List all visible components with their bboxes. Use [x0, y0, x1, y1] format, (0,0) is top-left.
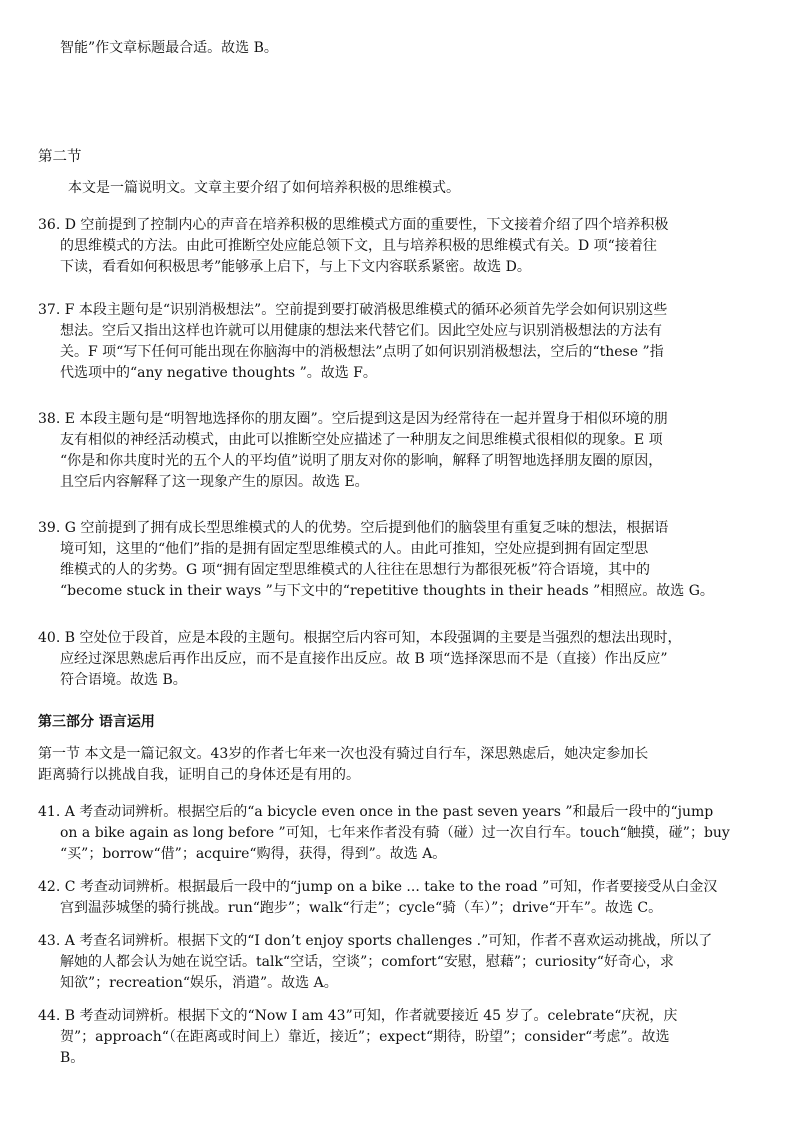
answer-43-line: 解她的人都会认为她在说空话。talk“空话，空谈”；comfort“安慰，慰藉”；curiosity“好奇心，求	[60, 954, 674, 970]
section-summary	[38, 178, 760, 199]
answer-37-line: 代选项中的“any negative thoughts ”。故选 F。	[60, 365, 377, 381]
answer-36-line: 下读，看看如何积极思考”能够承上启下，与上下文内容联系紧密。故选 D。	[60, 259, 531, 275]
answer-43-line: 知欲”；recreation“娱乐，消遣”。故选 A。	[60, 975, 338, 991]
section2-heading: 第二节	[38, 149, 82, 165]
answer-36-line: 36. D 空前提到了控制内心的声音在培养积极的思维模式方面的重要性，下文接着介绍了四个培养积极	[38, 217, 669, 233]
answer-40-line: 应经过深思熟虑后再作出反应，而不是直接作出反应。故 B 项“选择深思而不是（直接）作出反应”	[60, 651, 668, 667]
answer-37	[38, 300, 760, 384]
answer-39-line: “become stuck in their ways ”与下文中的“repetitive thoughts in their heads ”相照应。故选 G。	[60, 583, 714, 599]
answer-36	[38, 215, 760, 278]
answer-41	[38, 802, 760, 865]
answer-43	[38, 931, 760, 994]
intro-paragraph	[38, 38, 760, 59]
answer-41-line: 41. A 考查动词辨析。根据空后的“a bicycle even once in the past seven years ”和最后一段中的“jump	[38, 804, 714, 820]
part3-heading: 第三部分 语言运用	[38, 714, 155, 730]
answer-37-line: 37. F 本段主题句是“识别消极想法”。空前提到要打破消极思维模式的循环必须首先学会如何识别这些	[38, 302, 668, 318]
section-heading	[38, 147, 760, 168]
answer-38	[38, 409, 760, 493]
section1-line: 第一节 本文是一篇记叙文。43岁的作者七年来一次也没有骑过自行车，深思熟虑后，她决定参加长	[38, 746, 649, 762]
answer-44-line: B。	[60, 1050, 85, 1066]
answer-37-line: 想法。空后又指出这样也许就可以用健康的想法来代替它们。因此空处应与识别消极想法的方法有	[60, 323, 662, 339]
answer-42-line: 42. C 考查动词辨析。根据最后一段中的“jump on a bike ... take to the road ”可知，作者要接受从白金汉	[38, 879, 718, 895]
answer-38-line: “你是和你共度时光的五个人的平均值”说明了朋友对你的影响，解释了明智地选择朋友圈的原因，	[60, 453, 663, 469]
answer-41-line: “买”；borrow“借”；acquire“购得，获得，得到”。故选 A。	[60, 846, 447, 862]
answer-38-line: 且空后内容解释了这一现象产生的原因。故选 E。	[60, 474, 369, 490]
answer-40-line: 40. B 空处位于段首，应是本段的主题句。根据空后内容可知，本段强调的主要是当强烈的想法出现时，	[38, 630, 682, 646]
section1-summary	[38, 744, 760, 786]
answer-39-line: 39. G 空前提到了拥有成长型思维模式的人的优势。空后提到他们的脑袋里有重复乏味的想法，根据语	[38, 520, 669, 536]
answer-43-line: 43. A 考查名词辨析。根据下文的“I don’t enjoy sports challenges .”可知，作者不喜欢运动挑战，所以了	[38, 933, 713, 949]
answer-38-line: 友有相似的神经活动模式，由此可以推断空处应描述了一种朋友之间思维模式很相似的现象。E 项	[60, 432, 663, 448]
part-heading	[38, 712, 760, 733]
answer-40	[38, 628, 760, 691]
section2-summary: 本文是一篇说明文。文章主要介绍了如何培养积极的思维模式。	[68, 180, 460, 196]
section1-line: 距离骑行以挑战自我，证明自己的身体还是有用的。	[38, 767, 360, 783]
answer-39-line: 境可知，这里的“他们”指的是拥有固定型思维模式的人。由此可推知，空处应提到拥有固定型思	[60, 541, 649, 557]
answer-36-line: 的思维模式的方法。由此可推断空处应能总领下文，且与培养积极的思维模式有关。D 项“接着往	[60, 238, 657, 254]
answer-42-line: 宫到温莎城堡的骑行挑战。run“跑步”；walk“行走”；cycle“骑（车）”；drive“开车”。故选 C。	[60, 900, 663, 916]
answer-44	[38, 1006, 760, 1069]
answer-37-line: 关。F 项“写下任何可能出现在你脑海中的消极想法”点明了如何识别消极想法，空后的“these ”指	[60, 344, 664, 360]
answer-44-line: 贺”；approach“（在距离或时间上）靠近，接近”；expect“期待，盼望”；consider“考虑”。故选	[60, 1029, 670, 1045]
answer-42	[38, 877, 760, 919]
intro-line: 智能”作文章标题最合适。故选 B。	[60, 40, 278, 56]
answer-40-line: 符合语境。故选 B。	[60, 672, 187, 688]
answer-39-line: 维模式的人的劣势。G 项“拥有固定型思维模式的人往往在思想行为都很死板”符合语境，其中的	[60, 562, 650, 578]
answer-41-line: on a bike again as long before ”可知，七年来作者没有骑（碰）过一次自行车。touch“触摸，碰”；buy	[60, 825, 730, 841]
answer-39	[38, 518, 760, 602]
answer-38-line: 38. E 本段主题句是“明智地选择你的朋友圈”。空后提到这是因为经常待在一起并置身于相似环境的朋	[38, 411, 668, 427]
answer-44-line: 44. B 考查动词辨析。根据下文的“Now I am 43”可知，作者就要接近 45 岁了。celebrate“庆祝，庆	[38, 1008, 678, 1024]
